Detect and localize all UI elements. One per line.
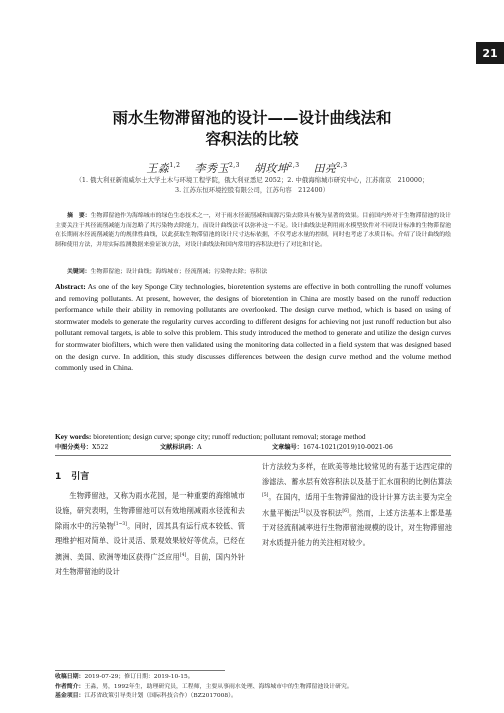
section-divider xyxy=(55,455,451,456)
footnote-author xyxy=(55,683,455,693)
abstract-zh-text: 生物滞留池作为海绵城市的绿色生态技术之一，对于雨水径流削减和面源污染去除具有极为显著的效果。目前国内外对于生物滞留池的设计主要关注于其径流削减能力而忽略了其污染物去除能力，而设计曲线法可以弥补这一不足。设计曲线法是利用雨水模型软件对不同设计标准的生物滞留池在长期雨水径流削减能力的规律性曲线，以此获取生物滞留池的设计尺寸达标依据，不仅考虑水量的控制，同时也考虑了水质目标。介绍了设计曲线的绘制和使用方法，并用实际监测数据来验证该方法，对设计曲线法和国内常用的容积法进行了对比和讨论。 xyxy=(55,213,452,248)
author-name: 王淼 xyxy=(146,162,170,175)
body-text: 。在国内，适用于生物滞留池的设计计算方法主要为完全水量平衡法 xyxy=(262,492,452,518)
classification-row xyxy=(55,443,451,452)
abstract-en-label: Abstract: xyxy=(55,282,86,291)
article-no-value: 1674-1021(2019)10-0021-06 xyxy=(302,444,393,451)
footnote-value: 江苏省政策引导类计划（国际科技合作）（BZ2017008）。 xyxy=(84,693,237,699)
footnote-label: 基金项目： xyxy=(55,693,85,699)
paper-title xyxy=(60,108,444,150)
footnotes xyxy=(55,673,455,702)
doc-code-label: 文献标识码： xyxy=(160,444,198,451)
footnote-received xyxy=(55,673,455,683)
author-list xyxy=(60,160,444,176)
body-column-left xyxy=(55,489,245,579)
keywords-en-label: Key words: xyxy=(55,432,92,441)
body-text: 生物滞留池，又称为雨水花园，是一种重要的海绵城市设施，研究表明，生物滞留池可以有效地削减雨水径流和去除雨水中的污染物 xyxy=(55,491,245,531)
body-text: 以及容积法 xyxy=(305,508,343,518)
footnote-fund xyxy=(55,692,455,702)
abstract-chinese xyxy=(55,212,451,250)
footnote-label: 收稿日期： xyxy=(55,674,85,680)
author-affil-sup: 2,3 xyxy=(228,162,240,170)
abstract-english xyxy=(55,281,451,374)
clc-number xyxy=(55,443,160,452)
title-line-1: 雨水生物滞留池的设计——设计曲线法和 xyxy=(112,109,392,127)
page-number-badge: 21 xyxy=(476,42,504,64)
citation-ref[interactable]: [4] xyxy=(179,552,187,558)
author-affil-sup: 2,3 xyxy=(288,162,300,170)
keywords-chinese xyxy=(67,268,451,277)
doc-code-value: A xyxy=(197,444,202,451)
author-name: 胡玫坤 xyxy=(254,162,289,175)
clc-label: 中图分类号： xyxy=(55,444,93,451)
author-name: 李秀玉 xyxy=(194,162,229,175)
abstract-zh-label: 摘 要： xyxy=(67,213,91,219)
author-affil-sup: 1,2 xyxy=(169,162,181,170)
section-number: 1 xyxy=(55,472,62,482)
citation-ref[interactable]: [5] xyxy=(298,509,306,515)
citation-ref[interactable]: [6] xyxy=(342,509,349,515)
body-text: 。目前，国内外针对生物滞留池的设计 xyxy=(55,552,245,576)
keywords-zh-text: 生物滞留池；设计曲线；海绵城市；径流削减；污染物去除；容积法 xyxy=(90,269,268,275)
keywords-zh-label: 关键词： xyxy=(67,269,91,275)
document-code xyxy=(160,443,272,452)
body-column-right xyxy=(262,460,452,550)
article-number xyxy=(272,443,393,452)
section-title: 引言 xyxy=(71,472,90,482)
footnote-label: 作者简介： xyxy=(55,683,85,690)
affiliation-line-2: 3. 江苏东恒环境控股有限公司，江苏句容 212400） xyxy=(175,185,329,194)
footnote-value: 王淼，男，1992年生，助理研究员，工程师，主要从事雨水处理、海绵城市中的生物滞留池设计研究。 xyxy=(84,683,353,690)
affiliations xyxy=(60,176,444,195)
abstract-en-text: As one of the key Sponge City technologies, bioretention systems are effective in both controlling the runoff volumes and removing pollutants. At present, however, the designs of bioretention in China are mostly based on the runoff reduction performance while their ability in removing pollutants are overlooked. The design curve method, which is based on using of stormwater models to generate the regularity curves according to different designs for achieving not just runoff reduction but also pollutant removal targets, is able to solve this problem. This study introduced the method to generate and utilize the design curves for stormwater biofilters, which were then validated using the monitoring data collected in a field system that was designed based on the design curve. In addition, this study discusses differences between the design curve method and the volume method commonly used in China. xyxy=(55,282,451,373)
citation-ref[interactable]: [1~3] xyxy=(114,522,128,528)
footnote-rule xyxy=(55,670,225,671)
body-text: 。同时，因其具有运行成本较低、管理维护相对简单、设计灵活、景观效果较好等优点，已经在澳洲、美国、欧洲等地区获得广泛应用 xyxy=(55,521,245,562)
body-text: 。然而，上述方法基本上都是基于对径流削减率进行生物滞留池规模的设计，对生物滞留池对水质提升能力的关注相对较少。 xyxy=(262,508,452,547)
author-affil-sup: 2,3 xyxy=(336,162,348,170)
article-no-label: 文章编号： xyxy=(272,444,303,451)
clc-value: X522 xyxy=(92,444,109,451)
author-name: 田亮 xyxy=(313,162,337,175)
title-line-2: 容积法的比较 xyxy=(205,130,299,148)
body-text: 计方法较为多样，在欧美等地比较常见的有基于达西定律的渗滤法、蓄水层有效容积法以及基于汇水面积的比例估算法 xyxy=(262,462,452,486)
citation-ref[interactable]: [5] xyxy=(262,493,269,499)
keywords-english xyxy=(55,432,451,442)
affiliation-line-1: （1. 俄大利亚新南威尔士大学土木与环境工程学院，俄大利亚悉尼 2052；2. 中俄海绵城市研究中心，江苏南京 210000； xyxy=(75,176,429,184)
footnote-value: 2019-07-29；修订日期：2019-10-15。 xyxy=(84,674,194,680)
keywords-en-text: bioretention; design curve; sponge city; runoff reduction; pollutant removal; storage method xyxy=(91,432,366,441)
section-heading-introduction xyxy=(55,469,89,482)
